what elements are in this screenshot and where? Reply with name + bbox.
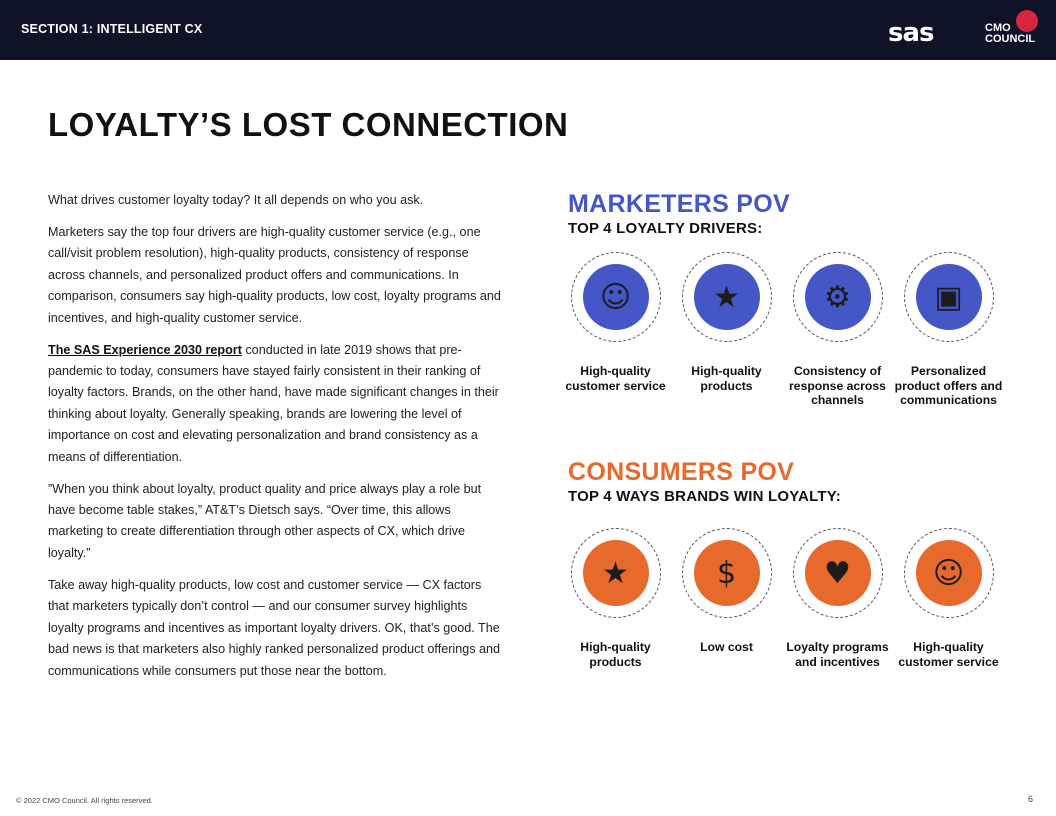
consumers-pov bbox=[568, 458, 1008, 505]
page-number: 6 bbox=[1028, 794, 1034, 804]
consumers-pov-title: CONSUMERS POV bbox=[568, 458, 795, 486]
marketers-pov bbox=[568, 190, 1008, 237]
sas-logo: sas bbox=[888, 18, 934, 48]
marketers-item: ⚙ Consistency of response across channels bbox=[782, 252, 893, 408]
quality-badge-icon: ★ bbox=[682, 252, 772, 342]
footer-copyright: © 2022 CMO Council. All rights reserved. bbox=[16, 796, 153, 805]
consumers-icon-row bbox=[560, 528, 1005, 669]
cmo-council-logo: CMO COUNCIL bbox=[985, 22, 1036, 45]
consumers-item: $ Low cost bbox=[671, 528, 782, 669]
consumers-pov-subtitle: TOP 4 WAYS BRANDS WIN LOYALTY: bbox=[568, 488, 841, 505]
quality-badge-icon: ★ bbox=[571, 528, 661, 618]
header-bar bbox=[0, 0, 1056, 60]
consumers-item: ☺ High-quality customer service bbox=[893, 528, 1004, 669]
marketers-pov-subtitle: TOP 4 LOYALTY DRIVERS: bbox=[568, 220, 763, 237]
consumers-item: ♥ Loyalty programs and incentives bbox=[782, 528, 893, 669]
page-title: LOYALTY’S LOST CONNECTION bbox=[48, 106, 569, 143]
marketers-pov-title: MARKETERS POV bbox=[568, 190, 790, 218]
marketers-item: ☺ High-quality customer service bbox=[560, 252, 671, 408]
service-person-icon: ☺ bbox=[904, 528, 994, 618]
section-label: SECTION 1: INTELLIGENT CX bbox=[21, 22, 203, 36]
consumers-item: ★ High-quality products bbox=[560, 528, 671, 669]
report-link[interactable]: The SAS Experience 2030 report bbox=[48, 342, 242, 357]
paragraph-report: The SAS Experience 2030 report conducted in late 2019 shows that pre-pandemic to today, consumers have stayed fairly consistent in their ranking of loyalty factors. Brands, on the other hand, have made significant changes in their thinking about loyalty. Generally speaking, brands are lowering the level of importance on cost and elevating personalization and brand consistency as a means of differentiation. bbox=[48, 342, 499, 464]
paragraph-conclusion: Take away high-quality products, low cost and customer service — CX factors that marketers typically don’t control — and our consumer survey highlights loyalty programs and incentives as important loyalty drivers. OK, that’s good. The bad news is that marketers also highly ranked personalized product offerings and communications while consumers put those near the bottom. bbox=[48, 577, 501, 678]
body-text bbox=[48, 190, 503, 693]
service-person-icon: ☺ bbox=[571, 252, 661, 342]
personalized-screen-icon: ▣ bbox=[904, 252, 994, 342]
loyalty-program-icon: ♥ bbox=[793, 528, 883, 618]
gears-network-icon: ⚙ bbox=[793, 252, 883, 342]
cart-dollar-icon: $ bbox=[682, 528, 772, 618]
paragraph-drivers: Marketers say the top four drivers are high-quality customer service (e.g., one call/visit problem resolution), high-quality products, consistency of response across channels, and personalized product offers and communications. In comparison, consumers say high-quality products, low cost, loyalty programs and incentives, and high-quality customer service. bbox=[48, 225, 501, 325]
marketers-item: ▣ Personalized product offers and communications bbox=[893, 252, 1004, 408]
marketers-item: ★ High-quality products bbox=[671, 252, 782, 408]
paragraph-quote: ”When you think about loyalty, product quality and price always play a role but have become table stakes,” AT&T’s Dietsch says. “Over time, this allows marketing to create differentiation through other aspects of CX, which drive loyalty.” bbox=[48, 481, 482, 560]
paragraph-intro: What drives customer loyalty today? It all depends on who you ask. bbox=[48, 193, 424, 207]
marketers-icon-row bbox=[560, 252, 1005, 408]
